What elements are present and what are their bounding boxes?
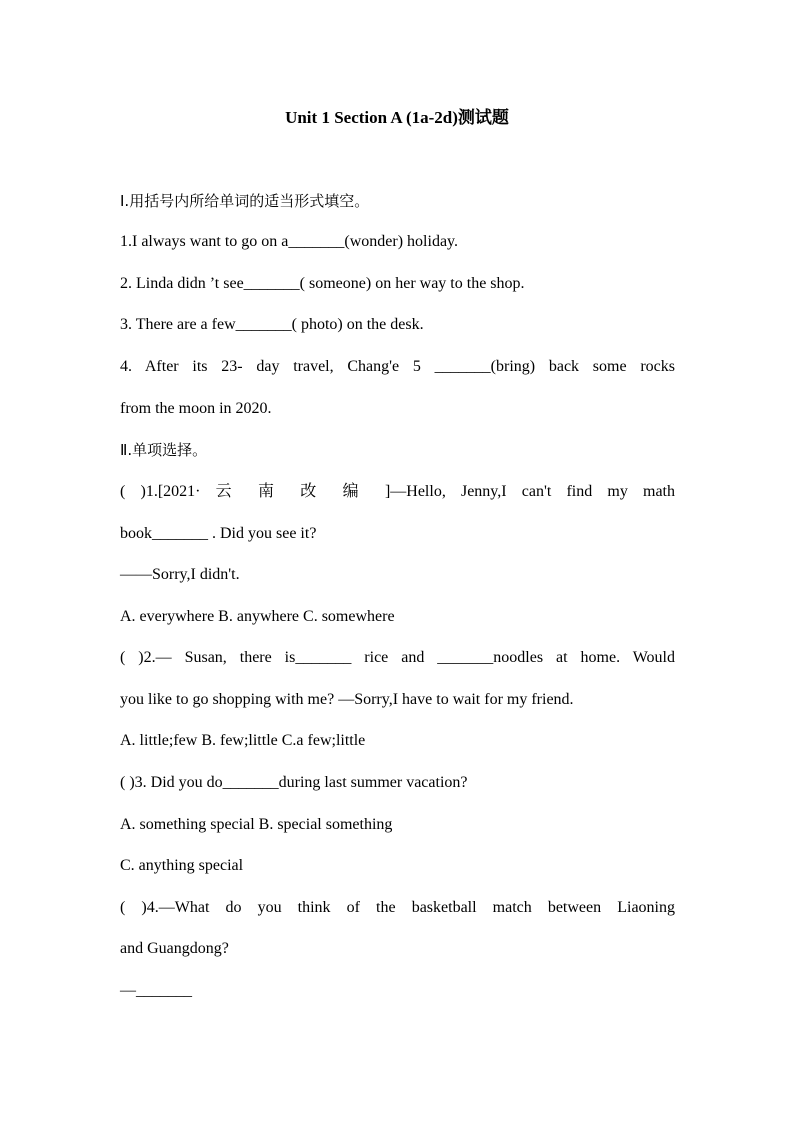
choice-question-4-reply: —_______ [120, 982, 192, 999]
choice-question-4: ( )4.—What do you think of the basketball match between Liaoning [120, 899, 675, 916]
fill-in-question-4-cont: from the moon in 2020. [120, 400, 272, 417]
choice-question-3-option-c: C. anything special [120, 857, 244, 874]
choice-question-4-cont: and Guangdong? [120, 940, 229, 957]
choice-question-3: ( )3. Did you do_______during last summer vacation? [120, 774, 468, 791]
choice-question-1-reply: ——Sorry,I didn't. [120, 566, 240, 583]
section-1-heading: Ⅰ.用括号内所给单词的适当形式填空。 [120, 192, 370, 210]
page-title: Unit 1 Section A (1a-2d)测试题 [285, 108, 509, 127]
choice-question-2-options: A. little;few B. few;little C.a few;little [120, 732, 366, 749]
choice-question-2: ( )2.— Susan, there is_______ rice and _______noodles at home. Would [120, 649, 675, 666]
choice-question-1-options: A. everywhere B. anywhere C. somewhere [120, 608, 395, 625]
fill-in-question-4: 4. After its 23- day travel, Chang'e 5 _______(bring) back some rocks [120, 358, 675, 375]
choice-question-1: ( )1.[2021· 云 南 改 编 ]—Hello, Jenny,I can't find my math [120, 483, 675, 500]
fill-in-question-2: 2. Linda didn ’t see_______( someone) on her way to the shop. [120, 275, 525, 292]
section-2-heading: Ⅱ.单项选择。 [120, 441, 208, 459]
choice-question-2-cont: you like to go shopping with me? —Sorry,I have to wait for my friend. [120, 691, 574, 708]
fill-in-question-1: 1.I always want to go on a_______(wonder) holiday. [120, 233, 458, 250]
choice-question-3-options-ab: A. something special B. special something [120, 816, 393, 833]
fill-in-question-3: 3. There are a few_______( photo) on the desk. [120, 316, 424, 333]
choice-question-1-cont: book_______ . Did you see it? [120, 525, 317, 542]
